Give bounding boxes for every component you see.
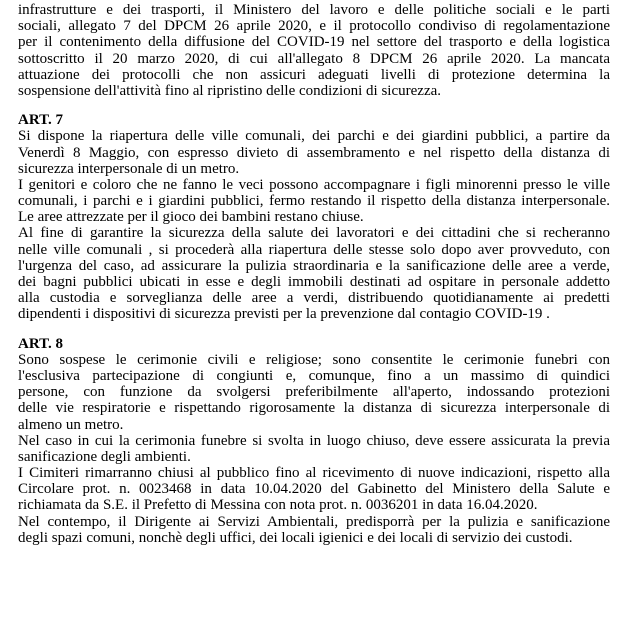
text-line: sospensione dell'attività fino al ripristino delle condizioni di sicurezza. [18, 82, 442, 99]
document-page [18, 2, 610, 546]
section-gap [18, 323, 610, 336]
text-line: per il contenimento della diffusione del COVID-19 nel settore del trasporto e della logistica [18, 34, 610, 51]
intro-paragraph [18, 2, 610, 99]
text-line: alla custodia e sorveglianza delle aree a verdi, distribuendo quotidianamente ai predetti [18, 290, 610, 307]
text-line: almeno un metro. [18, 416, 124, 433]
article-8-paragraph-3 [18, 465, 610, 514]
text-line: persone, con funzione da svolgersi preferibilmente all'aperto, indossando protezioni [18, 384, 610, 401]
text-line: Venerdì 8 Maggio, con espresso divieto di assembramento e nel rispetto della distanza di [18, 144, 610, 161]
text-line: attuazione dei protocolli che non assicuri adeguati livelli di protezione determina la [18, 66, 610, 83]
text-line: richiamata da S.E. il Prefetto di Messina con nota prot. n. 0036201 in data 16.04.2020. [18, 497, 538, 514]
text-line: sanificazione degli ambienti. [18, 448, 191, 465]
text-line: I genitori e coloro che ne fanno le veci possono accompagnare i figli minorenni presso le ville [18, 176, 610, 193]
text-line: I Cimiteri rimarranno chiusi al pubblico fino al ricevimento di nuove indicazioni, rispetto alla [18, 465, 610, 482]
text-line: Circolare prot. n. 0023468 in data 10.04.2020 del Gabinetto del Ministero della Salute e [18, 481, 610, 498]
text-line: Le aree attrezzate per il gioco dei bambini restano chiuse. [18, 209, 364, 226]
text-line: sicurezza interpersonale di un metro. [18, 160, 240, 177]
text-line: comunali, i parchi e i giardini pubblici, fermo restando il rispetto della distanza interpersonale. [18, 193, 610, 210]
text-line: delle vie respiratorie e rispettando rigorosamente la distanza di sicurezza interpersonale di [18, 400, 610, 417]
article-heading: ART. 7 [18, 112, 64, 129]
text-line: nelle ville comunali , si procederà alla riapertura delle stesse solo dopo aver provveduto, con [18, 241, 610, 258]
text-line: l'urgenza del caso, ad assicurare la pulizia straordinaria e la sanificazione delle aree a verde, [18, 257, 610, 274]
text-line: l'esclusiva partecipazione di congiunti e, comunque, fino a un massimo di quindici [18, 367, 610, 384]
text-line: degli spazi comuni, nonchè degli uffici, dei locali igienici e dei locali di servizio dei custodi. [18, 529, 573, 546]
text-line: Al fine di garantire la sicurezza della salute dei lavoratori e dei cittadini che si recheranno [18, 225, 610, 242]
section-gap [18, 99, 610, 112]
article-7-paragraph-1 [18, 128, 610, 177]
text-line: sottoscritto il 20 marzo 2020, di cui all'allegato 8 DPCM 26 aprile 2020. La mancata [18, 50, 610, 67]
text-line: Nel contempo, il Dirigente ai Servizi Ambientali, predisporrà per la pulizia e sanificazione [18, 513, 610, 530]
text-line: dipendenti i dispositivi di sicurezza previsti per la prevenzione dal contagio COVID-19 . [18, 306, 550, 323]
text-line: Nel caso in cui la cerimonia funebre si svolta in luogo chiuso, deve essere assicurata la previa [18, 432, 610, 449]
article-heading: ART. 8 [18, 335, 64, 352]
text-line: Sono sospese le cerimonie civili e religiose; sono consentite le cerimonie funebri con [18, 351, 610, 368]
article-7 [18, 112, 610, 322]
article-7-paragraph-3 [18, 225, 610, 322]
article-8 [18, 336, 610, 546]
text-line: Si dispone la riapertura delle ville comunali, dei parchi e dei giardini pubblici, a partire da [18, 128, 610, 145]
article-8-paragraph-2 [18, 433, 610, 465]
text-line: infrastrutture e dei trasporti, il Ministero del lavoro e delle politiche sociali e le parti [18, 2, 610, 18]
article-8-paragraph-4 [18, 514, 610, 546]
article-8-paragraph-1 [18, 352, 610, 433]
text-line: dei bagni pubblici ubicati in esse e degli immobili destinati ad ospitare in personale addetto [18, 274, 610, 290]
text-line: sociali, allegato 7 del DPCM 26 aprile 2020, e il protocollo condiviso di regolamentazione [18, 18, 610, 35]
article-7-paragraph-2 [18, 177, 610, 226]
